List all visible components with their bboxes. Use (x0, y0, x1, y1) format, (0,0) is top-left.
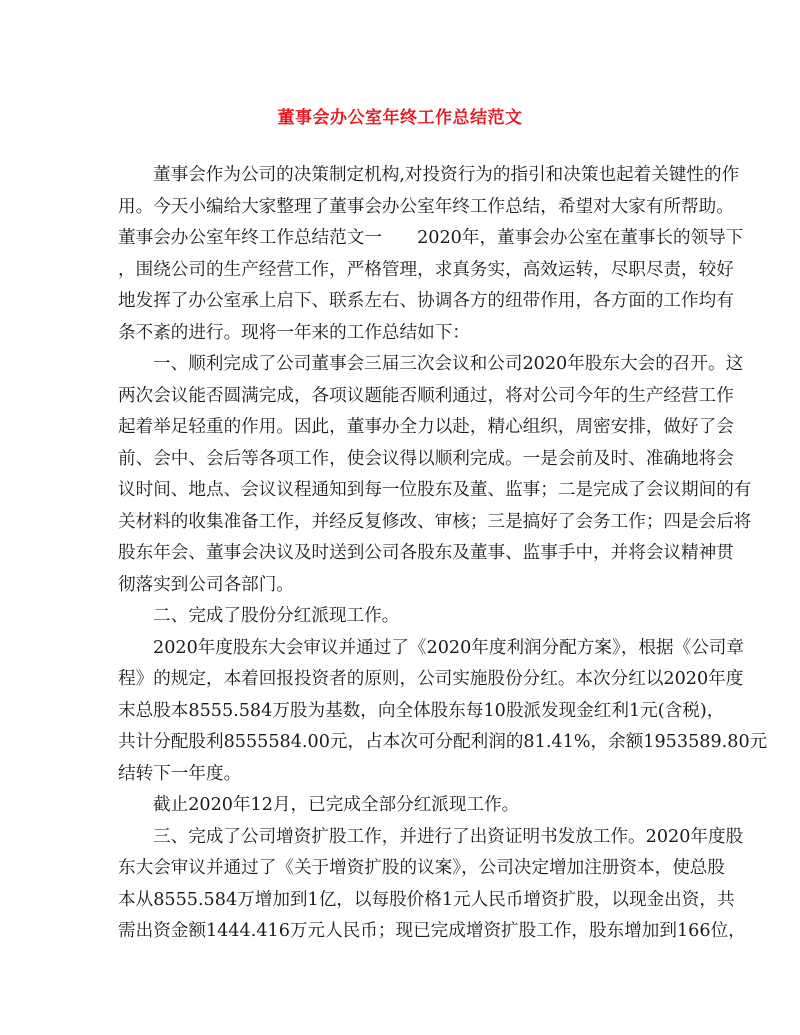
body-line: 结转下一年度。 (118, 763, 242, 784)
body-line: 三、完成了公司增资扩股工作，并进行了出资证明书发放工作。2020年度股 (153, 826, 744, 847)
body-line: 议时间、地点、会议议程通知到每一位股东及董、监事；二是完成了会议期间的有 (118, 480, 752, 500)
body-line: 2020年度股东大会审议并通过了《2020年度利润分配方案》，根据《公司章 (153, 637, 744, 658)
body-line: 截止2020年12月，已完成全部分红派现工作。 (153, 795, 520, 815)
body-line: 彻落实到公司各部门。 (118, 574, 294, 595)
body-line: 需出资金额1444.416万元人民币；现已完成增资扩股工作，股东增加到166位， (118, 921, 746, 941)
body-line: 东大会审议并通过了《关于增资扩股的议案》，公司决定增加注册资本，使总股 (118, 858, 725, 878)
document-body (118, 160, 768, 948)
body-line: 一、顺利完成了公司董事会三届三次会议和公司2020年股东大会的召开。这 (153, 354, 744, 374)
document-title: 董事会办公室年终工作总结范文 (277, 108, 523, 128)
body-line: 两次会议能否圆满完成，各项议题能否顺利通过，将对公司今年的生产经营工作 (118, 385, 734, 406)
body-line: 前、会中、会后等各项工作，使会议得以顺利完成。一是会前及时、准确地将会 (118, 448, 734, 469)
body-line: 董事会作为公司的决策制定机构,对投资行为的指引和决策也起着关键性的作 (153, 165, 740, 185)
body-line: 地发挥了办公室承上启下、联系左右、协调各方的纽带作用，各方面的工作均有 (118, 291, 734, 311)
body-line: 程》的规定，本着回报投资者的原则，公司实施股份分红。本次分红以2020年度 (118, 669, 744, 689)
body-line: 本从8555.584万增加到1亿，以每股价格1元人民币增资扩股，以现金出资，共 (118, 889, 735, 910)
body-line: 股东年会、董事会决议及时送到公司各股东及董事、监事手中，并将会议精神贯 (118, 543, 734, 563)
body-line: 末总股本8555.584万股为基数，向全体股东每10股派发现金红利1元(含税)， (118, 700, 725, 721)
body-line: 条不紊的进行。现将一年来的工作总结如下： (118, 322, 470, 343)
body-line: 用。今天小编给大家整理了董事会办公室年终工作总结，希望对大家有所帮助。 (118, 196, 734, 217)
body-line: 共计分配股利8555584.00元，占本次可分配利润的81.41%，余额1953589.80元 (118, 732, 768, 752)
body-line: 董事会办公室年终工作总结范文一 2020年，董事会办公室在董事长的领导下 (118, 228, 744, 248)
body-line: 起着举足轻重的作用。因此，董事办全力以赴，精心组织，周密安排，做好了会 (118, 417, 734, 437)
body-line: 二、完成了股份分红派现工作。 (153, 606, 400, 626)
body-line: 关材料的收集准备工作，并经反复修改、审核；三是搞好了会务工作；四是会后将 (118, 511, 752, 532)
body-line: ，围绕公司的生产经营工作，严格管理，求真务实，高效运转，尽职尽责，较好 (118, 259, 734, 280)
